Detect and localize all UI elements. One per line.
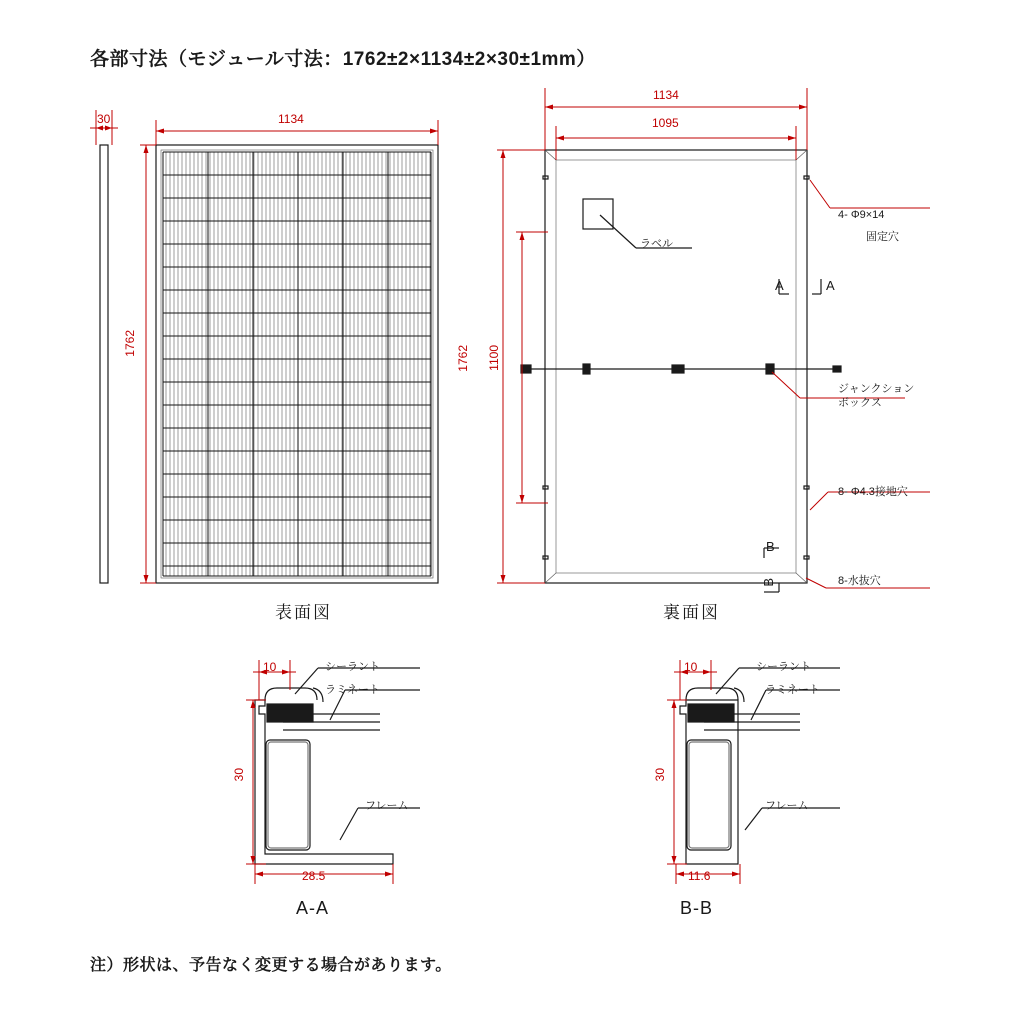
callout-mount-holes: 4- Φ9×14 [838,209,885,221]
callout-bb-frame: フレーム [765,800,809,812]
section-bb-height-dim: 30 [653,768,667,782]
callout-aa-frame: フレーム [365,800,409,812]
section-bb-bottom-dim: 11.6 [688,869,711,883]
callout-junction-box-sub: ボックス [838,397,882,409]
back-height-dim: 1762 [456,345,470,372]
section-aa-bottom-dim: 28.5 [302,869,326,883]
section-mark-a-right: A [826,278,835,293]
front-view-label: 表面図 [275,603,332,622]
section-mark-b-lower: B [766,539,775,554]
footer-note: 注）形状は、予告なく変更する場合があります。 [90,957,452,974]
back-width-outer-dim: 1134 [653,88,679,102]
section-bb-top-dim: 10 [684,660,698,674]
section-aa-top-dim: 10 [263,660,277,674]
back-width-inner-dim: 1095 [652,116,679,130]
front-thickness-dim: 30 [97,112,111,126]
back-hole-pitch-dim: 1100 [487,345,501,371]
callout-junction-box: ジャンクション [838,383,915,395]
section-mark-b-upper: B [761,578,776,587]
callout-aa-laminate: ラミネート [325,684,380,696]
callout-label-box: ラベル [640,238,673,250]
back-view-label: 裏面図 [663,603,720,622]
callout-aa-sealant: シーラント [325,661,380,673]
front-width-dim: 1134 [278,112,304,126]
section-bb-label: B-B [680,898,714,918]
callout-mount-holes-sub: 固定穴 [866,231,899,243]
section-aa-label: A-A [296,898,330,918]
callout-bb-sealant: シーラント [756,661,811,673]
section-mark-a-left: A [775,278,784,293]
front-height-dim: 1762 [123,330,137,357]
callout-drain-holes: 8-水抜穴 [838,575,881,587]
page-title: 各部寸法（モジュール寸法：1762±2×1134±2×30±1mm） [90,49,596,70]
callout-ground-holes: 8- Φ4.3接地穴 [838,486,908,498]
callout-bb-laminate: ラミネート [765,684,820,696]
section-aa-height-dim: 30 [232,768,246,782]
